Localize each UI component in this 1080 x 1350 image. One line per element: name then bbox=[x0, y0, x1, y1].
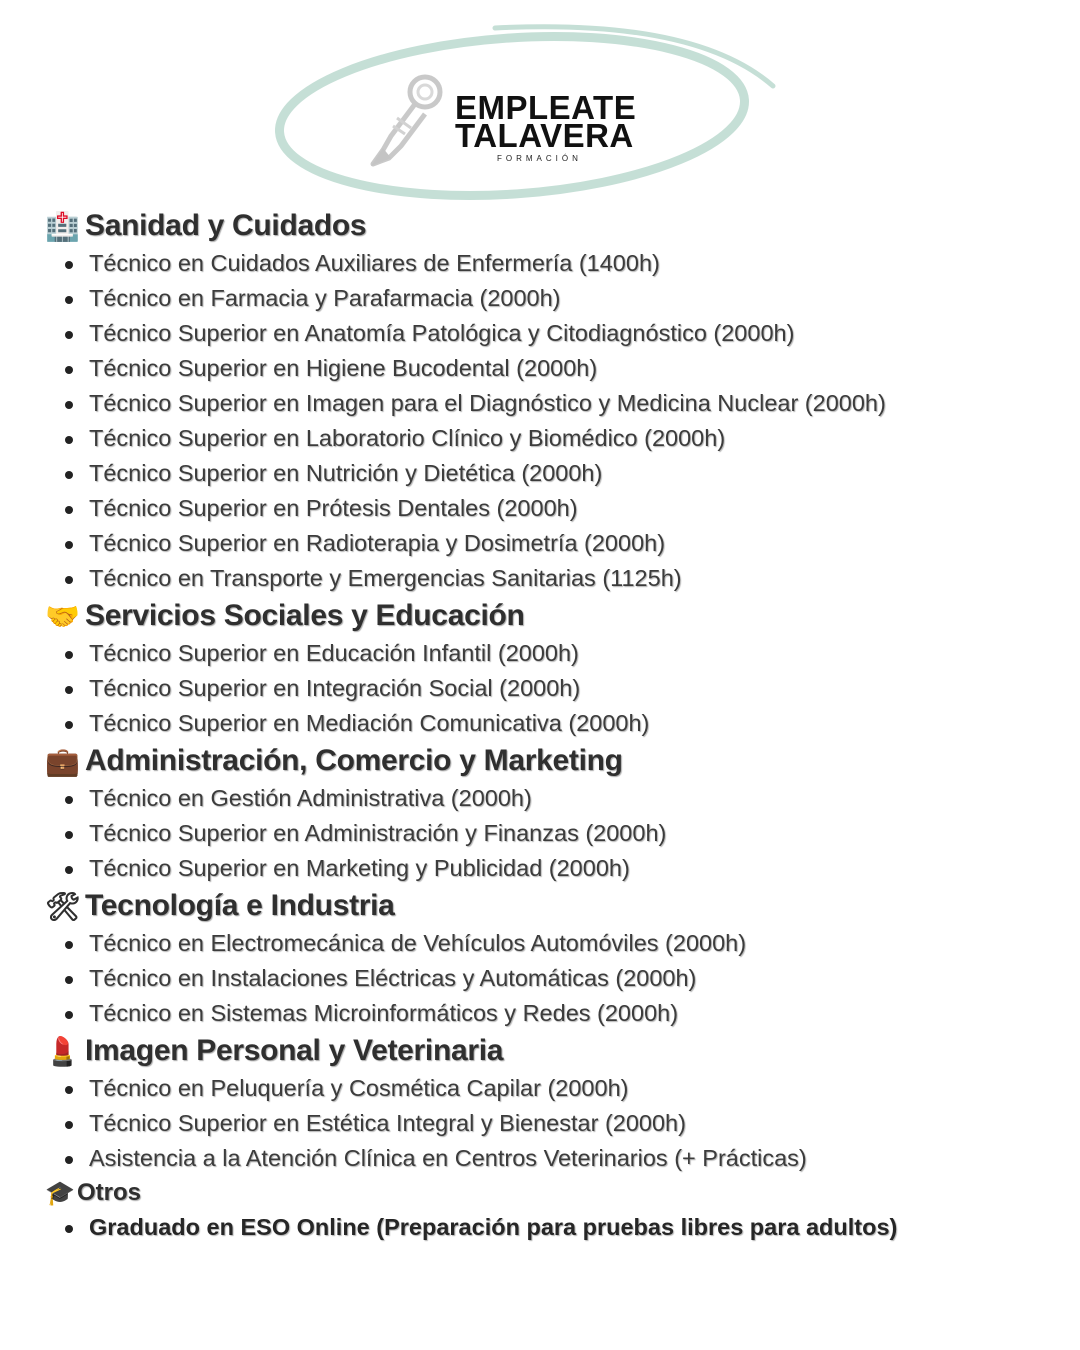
section-heading bbox=[45, 1176, 1045, 1210]
course-item: Técnico Superior en Anatomía Patológica y Citodiagnóstico (2000h) bbox=[45, 316, 1045, 351]
course-item: Técnico Superior en Imagen para el Diagnóstico y Medicina Nuclear (2000h) bbox=[45, 386, 1045, 421]
course-items bbox=[45, 636, 1045, 741]
section bbox=[45, 886, 1045, 1031]
course-item: Técnico Superior en Higiene Bucodental (2000h) bbox=[45, 351, 1045, 386]
tools-icon: 🛠 bbox=[45, 890, 81, 922]
course-list bbox=[45, 206, 1045, 1245]
course-item: Técnico Superior en Estética Integral y Bienestar (2000h) bbox=[45, 1106, 1045, 1141]
section-title: Otros bbox=[77, 1179, 142, 1206]
section-title: Imagen Personal y Veterinaria bbox=[85, 1034, 504, 1067]
graduation-cap-icon: 🎓 bbox=[45, 1179, 75, 1207]
course-item: Técnico Superior en Radioterapia y Dosimetría (2000h) bbox=[45, 526, 1045, 561]
lipstick-icon: 💄 bbox=[45, 1035, 80, 1067]
course-item: Técnico en Transporte y Emergencias Sanitarias (1125h) bbox=[45, 561, 1045, 596]
hospital-icon: 🏥 bbox=[45, 210, 80, 242]
logo-subtitle: FORMACIÓN bbox=[497, 154, 582, 163]
course-item: Técnico en Farmacia y Parafarmacia (2000h) bbox=[45, 281, 1045, 316]
briefcase-icon: 💼 bbox=[45, 745, 80, 777]
section bbox=[45, 1031, 1045, 1176]
course-items bbox=[45, 1071, 1045, 1176]
course-items bbox=[45, 246, 1045, 596]
course-item: Técnico Superior en Nutrición y Dietética (2000h) bbox=[45, 456, 1045, 491]
course-item: Técnico en Instalaciones Eléctricas y Automáticas (2000h) bbox=[45, 961, 1045, 996]
course-item: Técnico en Gestión Administrativa (2000h) bbox=[45, 781, 1045, 816]
section bbox=[45, 206, 1045, 596]
handshake-icon: 🤝 bbox=[45, 600, 80, 632]
course-item: Asistencia a la Atención Clínica en Centros Veterinarios (+ Prácticas) bbox=[45, 1141, 1045, 1176]
section-heading bbox=[45, 741, 1045, 781]
logo bbox=[265, 18, 785, 203]
course-item: Técnico en Sistemas Microinformáticos y Redes (2000h) bbox=[45, 996, 1045, 1031]
logo-title-line2: TALAVERA bbox=[455, 117, 634, 154]
course-items bbox=[45, 781, 1045, 886]
course-item: Técnico Superior en Laboratorio Clínico y Biomédico (2000h) bbox=[45, 421, 1045, 456]
section-heading bbox=[45, 886, 1045, 926]
course-item: Técnico en Peluquería y Cosmética Capilar (2000h) bbox=[45, 1071, 1045, 1106]
section-title: Servicios Sociales y Educación bbox=[85, 599, 525, 632]
section bbox=[45, 596, 1045, 741]
course-item: Técnico Superior en Mediación Comunicativa (2000h) bbox=[45, 706, 1045, 741]
logo-title-line1: EMPLEATE bbox=[455, 89, 637, 126]
course-item: Técnico Superior en Administración y Finanzas (2000h) bbox=[45, 816, 1045, 851]
course-item: Graduado en ESO Online (Preparación para pruebas libres para adultos) bbox=[45, 1210, 1045, 1245]
section-heading bbox=[45, 206, 1045, 246]
course-item: Técnico en Cuidados Auxiliares de Enfermería (1400h) bbox=[45, 246, 1045, 281]
section-heading bbox=[45, 596, 1045, 636]
section bbox=[45, 1176, 1045, 1245]
key-pen-icon bbox=[371, 77, 440, 166]
course-item: Técnico Superior en Marketing y Publicidad (2000h) bbox=[45, 851, 1045, 886]
section-title: Administración, Comercio y Marketing bbox=[85, 744, 623, 777]
section-title: Tecnología e Industria bbox=[85, 889, 395, 922]
course-items bbox=[45, 926, 1045, 1031]
section-heading bbox=[45, 1031, 1045, 1071]
course-item: Técnico Superior en Educación Infantil (2000h) bbox=[45, 636, 1045, 671]
section-title: Sanidad y Cuidados bbox=[85, 209, 367, 242]
logo-text bbox=[455, 89, 645, 163]
section bbox=[45, 741, 1045, 886]
course-item: Técnico Superior en Prótesis Dentales (2000h) bbox=[45, 491, 1045, 526]
course-items bbox=[45, 1210, 1045, 1245]
course-item: Técnico Superior en Integración Social (2000h) bbox=[45, 671, 1045, 706]
course-item: Técnico en Electromecánica de Vehículos Automóviles (2000h) bbox=[45, 926, 1045, 961]
